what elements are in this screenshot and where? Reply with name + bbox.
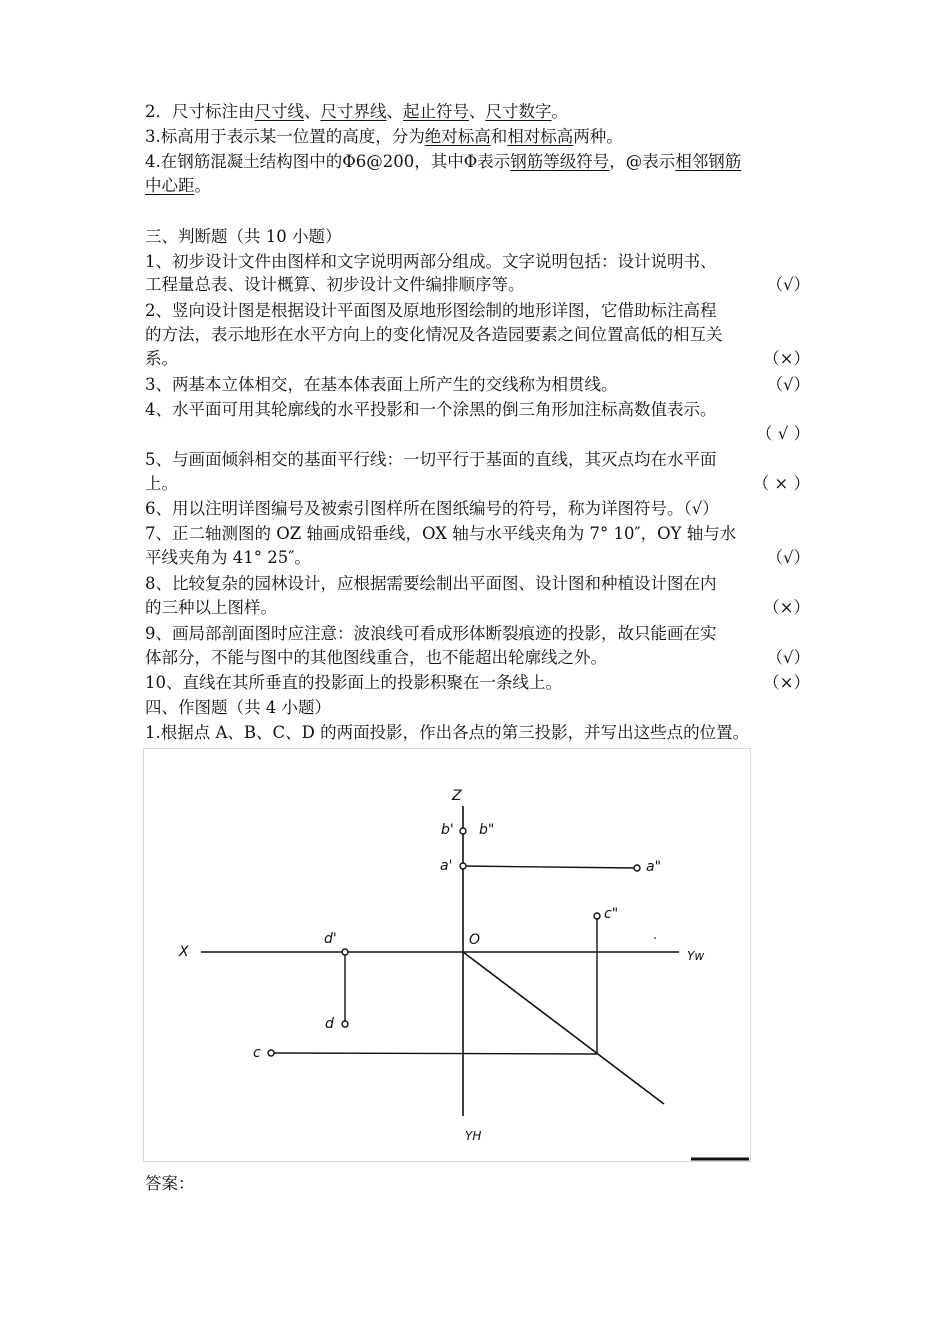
point-b [460,828,466,834]
label-d: d [325,1016,334,1032]
answer-underlined: 相邻钢筋 [675,152,742,171]
judge-mark: （√） [766,275,810,294]
projection-diagram [143,748,751,1162]
label-a1: a' [440,858,453,874]
answer-underlined: 相对标高 [507,127,574,146]
answer-underlined: 尺寸线 [254,102,304,121]
judge-mark: （√） [766,648,810,667]
label-z: Z [452,788,462,804]
label-a2: a" [646,859,662,875]
text: 4.在钢筋混凝土结构图中的Φ6@200，其中Φ表示 [145,152,511,171]
text: 、 [386,102,403,121]
text: 。 [551,102,568,121]
answer-underlined: 起止符号 [403,102,469,121]
speck [654,937,656,939]
projection-figure [143,748,751,1162]
label-yw: Yw [687,949,705,963]
figure-border [144,749,751,1162]
label-o: O [469,932,481,948]
judge-7-line1: 7、正二轴测图的 OZ 轴画成铅垂线，OX 轴与水平线夹角为 7° 10″，OY 轴与水 [145,524,737,543]
judge-8-line2 [145,596,810,620]
text: 。 [194,176,211,195]
judge-2-line1: 2、竖向设计图是根据设计平面图及原地形图绘制的地形详图，它借助标注高程 [145,301,717,320]
label-b1: b' [441,822,454,838]
text: ，@表示 [609,152,676,171]
text: 体部分，不能与图中的其他图线重合，也不能超出轮廓线之外。 [145,648,607,667]
point-c [268,1050,274,1056]
answer-underlined: 尺寸数字 [485,102,552,121]
point-d [342,1021,348,1027]
judge-10 [145,671,810,695]
judge-mark: （√） [766,375,810,394]
drawing-question-1: 1.根据点 A、B、C、D 的两面投影，作出各点的第三投影，并写出这些点的位置。 [145,723,750,742]
text: 工程量总表、设计概算、初步设计文件编排顺序等。 [145,275,525,294]
text: 3、两基本立体相交，在基本体表面上所产生的交线称为相贯线。 [145,375,618,394]
judge-mark: （ √ ） [755,424,810,443]
diagonal-45-line [463,952,664,1104]
answer-underlined: 绝对标高 [424,127,491,146]
judge-mark: （×） [763,349,810,368]
point-d1 [342,949,348,955]
point-a1 [460,863,466,869]
judge-8-line1: 8、比较复杂的园林设计，应根据需要绘制出平面图、设计图和种植设计图在内 [145,574,717,593]
section-heading: 三、判断题（共 10 小题） [145,227,342,246]
answer-label: 答案： [145,1174,195,1193]
judge-2-line3 [145,347,810,371]
section-heading: 四、作图题（共 4 小题） [145,698,331,717]
fill-q2 [145,100,810,124]
a-projection-line [463,866,637,868]
label-x: X [179,944,189,960]
judge-4-line1: 4、水平面可用其轮廓线的水平投影和一个涂黑的倒三角形加注标高数值表示。 [145,400,717,419]
text: 、 [304,102,321,121]
text: 和 [490,127,508,146]
text: 3.标高用于表示某一位置的高度，分为 [145,127,425,146]
fill-q4-line2 [145,174,810,198]
judge-1-line1: 1、初步设计文件由图样和文字说明两部分组成。文字说明包括：设计说明书、 [145,252,717,271]
judge-9-line2 [145,646,810,670]
judge-mark: （×） [763,673,810,692]
text: 2．尺寸标注由 [145,102,255,121]
text: 、 [469,102,486,121]
judge-mark: （ × ） [752,474,810,493]
text: 平线夹角为 41° 25″。 [145,548,311,567]
judge-5-line2 [145,472,810,496]
text: 两种。 [573,127,623,146]
text: 10、直线在其所垂直的投影面上的投影积聚在一条线上。 [145,673,562,692]
answer-underlined: 钢筋等级符号 [510,152,610,171]
label-c: c [253,1045,261,1061]
label-d1: d' [324,931,337,947]
label-yh: YH [465,1129,482,1143]
judge-3 [145,373,810,397]
judge-6: 6、用以注明详图编号及被索引图样所在图纸编号的符号，称为详图符号。（√） [145,499,719,518]
fill-q3 [145,125,810,149]
text: 系。 [145,349,178,368]
judge-2-line2: 的方法，表示地形在水平方向上的变化情况及各造园要素之间位置高低的相互关 [145,325,723,344]
point-c2 [594,913,600,919]
judge-9-line1: 9、画局部剖面图时应注意：波浪线可看成形体断裂痕迹的投影，故只能画在实 [145,624,717,643]
judge-5-line1: 5、与画面倾斜相交的基面平行线：一切平行于基面的直线，其灭点均在水平面 [145,450,717,469]
label-b2: b" [479,822,495,838]
c-horizontal-line [271,1053,597,1054]
judge-mark: （√） [766,548,810,567]
answer-underlined: 中心距 [145,176,195,195]
label-c2: c" [604,906,619,922]
text: 的三种以上图样。 [145,598,277,617]
point-a2 [634,865,640,871]
answer-underlined: 尺寸界线 [320,102,387,121]
judge-1-line2 [145,273,810,297]
judge-mark: （×） [763,598,810,617]
judge-7-line2 [145,546,810,570]
fill-q4-line1 [145,150,810,174]
text: 上。 [145,474,178,493]
